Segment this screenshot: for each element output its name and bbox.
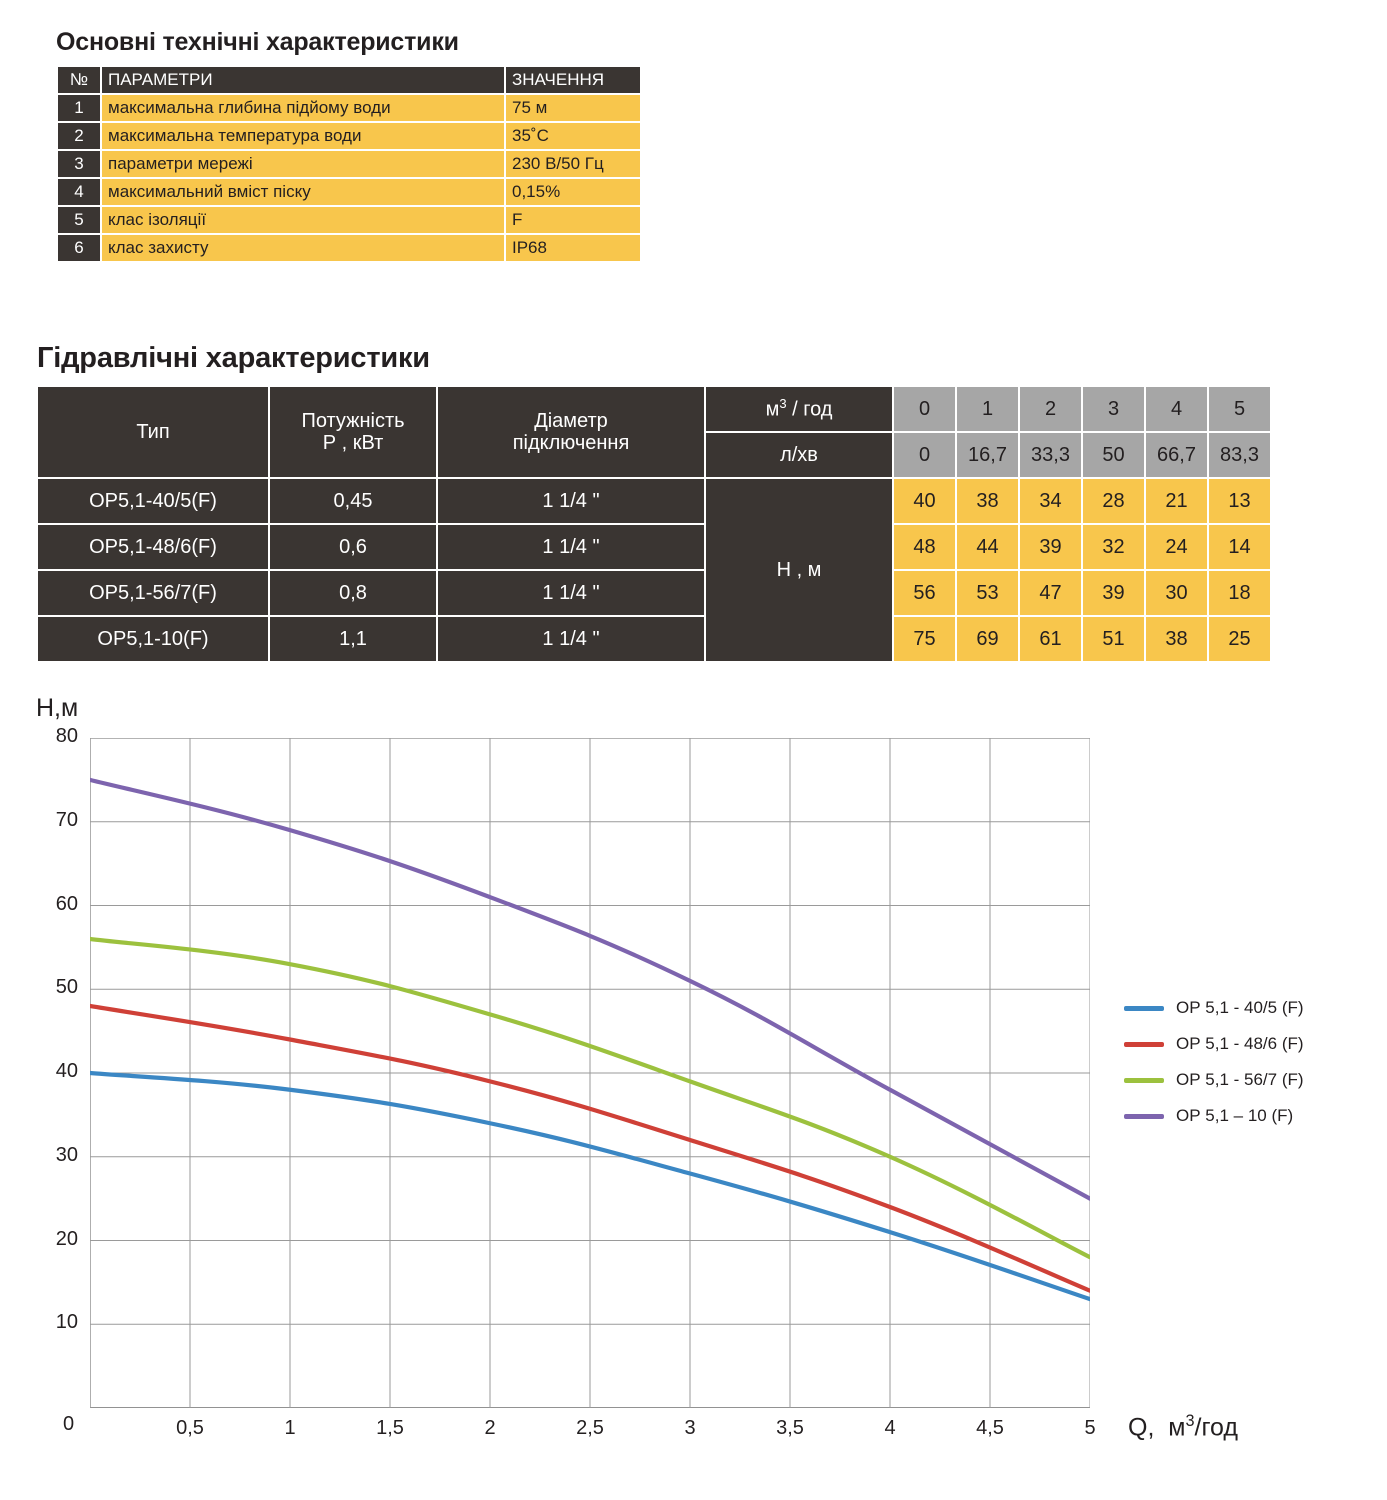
- hyd-head-value: 38: [957, 479, 1018, 523]
- hyd-row-power: 0,6: [270, 525, 436, 569]
- chart-y-tick-label: 10: [55, 1311, 78, 1334]
- specs-row-value: F: [506, 207, 640, 233]
- hyd-head-value: 28: [1083, 479, 1144, 523]
- hyd-header-unit-lmin: л/хв: [706, 433, 892, 477]
- chart-legend: [1124, 990, 1304, 1134]
- hyd-head-value: 18: [1209, 571, 1270, 615]
- table-row: [58, 123, 640, 149]
- hyd-row-power: 1,1: [270, 617, 436, 661]
- table-row: [38, 571, 1270, 615]
- table-row: [58, 179, 640, 205]
- specs-row-num: 3: [58, 151, 100, 177]
- hyd-head-value: 48: [894, 525, 955, 569]
- hyd-head-value: 32: [1083, 525, 1144, 569]
- hyd-head-unit: Н , м: [706, 479, 892, 661]
- specs-row-param: максимальна температура води: [102, 123, 504, 149]
- chart-y-tick-label: 60: [55, 892, 78, 915]
- table-header-row: [58, 67, 640, 93]
- specs-table: [56, 65, 642, 263]
- hyd-head-value: 53: [957, 571, 1018, 615]
- hyd-header-power-line1: Потужність: [301, 409, 405, 432]
- hyd-flow-m3: 3: [1083, 387, 1144, 431]
- hyd-row-type: ОР5,1-10(F): [38, 617, 268, 661]
- specs-row-param: клас ізоляції: [102, 207, 504, 233]
- hyd-head-value: 56: [894, 571, 955, 615]
- chart-y-tick-label: 20: [55, 1227, 78, 1250]
- table-row: [58, 207, 640, 233]
- specs-title: Основні технічні характеристики: [56, 28, 459, 56]
- hyd-row-power: 0,45: [270, 479, 436, 523]
- specs-row-num: 1: [58, 95, 100, 121]
- hyd-head-value: 34: [1020, 479, 1081, 523]
- chart-x-tick-label: 2: [484, 1417, 496, 1439]
- hyd-head-value: 40: [894, 479, 955, 523]
- legend-swatch-icon: [1124, 1114, 1164, 1119]
- specs-header-value: ЗНАЧЕННЯ: [506, 67, 640, 93]
- specs-row-value: 0,15%: [506, 179, 640, 205]
- specs-row-param: клас захисту: [102, 235, 504, 261]
- specs-row-param: параметри мережі: [102, 151, 504, 177]
- hyd-header-power-line2: Р , кВт: [322, 432, 384, 454]
- chart-x-tick-label: 5: [1084, 1417, 1096, 1439]
- hyd-head-value: 21: [1146, 479, 1207, 523]
- hyd-flow-lmin: 50: [1083, 433, 1144, 477]
- chart-plot-area: [90, 738, 1090, 1408]
- hyd-head-value: 13: [1209, 479, 1270, 523]
- hyd-row-type: ОР5,1-48/6(F): [38, 525, 268, 569]
- table-row: [38, 525, 1270, 569]
- hyd-flow-m3: 4: [1146, 387, 1207, 431]
- chart-x-axis-label: Q, $м^3$/год: [1128, 1412, 1238, 1442]
- specs-row-value: 230 В/50 Гц: [506, 151, 640, 177]
- legend-label: ОР 5,1 - 48/6 (F): [1176, 1034, 1304, 1053]
- legend-swatch-icon: [1124, 1078, 1164, 1083]
- hydraulic-title: Гідравлічні характеристики: [37, 342, 430, 374]
- specs-row-param: максимальний вміст піску: [102, 179, 504, 205]
- specs-header-param: ПАРАМЕТРИ: [102, 67, 504, 93]
- chart-y-tick-label: 70: [55, 808, 78, 831]
- table-row: [38, 617, 1270, 661]
- hyd-row-diameter: 1 1/4 ": [438, 525, 704, 569]
- specs-header-num: №: [58, 67, 100, 93]
- hyd-flow-m3: 2: [1020, 387, 1081, 431]
- chart-origin-label: 0: [63, 1413, 75, 1435]
- chart-y-tick-label: 50: [55, 976, 78, 999]
- legend-label: ОР 5,1 - 56/7 (F): [1176, 1070, 1304, 1089]
- hyd-head-value: 25: [1209, 617, 1270, 661]
- legend-item: [1124, 1062, 1304, 1098]
- table-row: [58, 235, 640, 261]
- hyd-flow-lmin: 16,7: [957, 433, 1018, 477]
- hyd-head-value: 24: [1146, 525, 1207, 569]
- table-row: [58, 95, 640, 121]
- hyd-head-value: 75: [894, 617, 955, 661]
- hyd-head-value: 39: [1020, 525, 1081, 569]
- hyd-row-diameter: 1 1/4 ": [438, 479, 704, 523]
- hyd-row-diameter: 1 1/4 ": [438, 617, 704, 661]
- table-header-row: [38, 387, 1270, 431]
- hyd-flow-m3: 0: [894, 387, 955, 431]
- hyd-header-diameter: [438, 387, 704, 477]
- hyd-head-value: 61: [1020, 617, 1081, 661]
- hydraulic-section: [36, 342, 1272, 663]
- chart-x-tick-label: 4: [884, 1417, 896, 1439]
- chart-x-tick-label: 4,5: [976, 1417, 1004, 1439]
- chart-y-tick-label: 40: [55, 1060, 78, 1082]
- hyd-flow-lmin: 66,7: [1146, 433, 1207, 477]
- hyd-head-value: 39: [1083, 571, 1144, 615]
- hyd-head-value: 47: [1020, 571, 1081, 615]
- hyd-row-power: 0,8: [270, 571, 436, 615]
- hyd-head-value: 51: [1083, 617, 1144, 661]
- hyd-head-value: 44: [957, 525, 1018, 569]
- chart-x-tick-label: 2,5: [576, 1417, 604, 1439]
- chart-y-tick-label: 30: [55, 1143, 78, 1166]
- chart-x-tick-label: 0,5: [176, 1417, 204, 1439]
- hyd-head-value: 69: [957, 617, 1018, 661]
- chart-y-tick-label: 80: [55, 725, 78, 747]
- specs-section: [56, 28, 642, 263]
- hyd-header-type: Тип: [38, 387, 268, 477]
- hydraulic-table: [36, 385, 1272, 663]
- legend-item: [1124, 990, 1304, 1026]
- hyd-flow-lmin: 0: [894, 433, 955, 477]
- hyd-header-diameter-line1: Діаметр: [534, 409, 608, 432]
- hyd-header-unit-m3: $м^3$ / год: [706, 387, 892, 431]
- legend-label: ОР 5,1 – 10 (F): [1176, 1106, 1294, 1125]
- hyd-row-type: ОР5,1-40/5(F): [38, 479, 268, 523]
- hyd-row-diameter: 1 1/4 ": [438, 571, 704, 615]
- chart-x-tick-label: 3: [684, 1417, 696, 1439]
- legend-label: ОР 5,1 - 40/5 (F): [1176, 998, 1304, 1017]
- legend-item: [1124, 1098, 1304, 1134]
- legend-swatch-icon: [1124, 1006, 1164, 1011]
- hyd-flow-m3: 5: [1209, 387, 1270, 431]
- specs-row-num: 2: [58, 123, 100, 149]
- chart-y-axis-label: Н,м: [36, 694, 79, 722]
- legend-item: [1124, 1026, 1304, 1062]
- hyd-head-value: 30: [1146, 571, 1207, 615]
- legend-swatch-icon: [1124, 1042, 1164, 1047]
- table-row: [38, 479, 1270, 523]
- chart-x-tick-label: 1: [284, 1417, 296, 1439]
- chart-gridlines: [90, 738, 1090, 1408]
- specs-row-value: IP68: [506, 235, 640, 261]
- specs-row-param: максимальна глибина підйому води: [102, 95, 504, 121]
- chart-x-tick-label: 3,5: [776, 1417, 804, 1439]
- hyd-flow-lmin: 33,3: [1020, 433, 1081, 477]
- table-row: [58, 151, 640, 177]
- performance-chart: [0, 672, 1387, 1492]
- chart-x-tick-label: 1,5: [376, 1417, 404, 1439]
- hyd-head-value: 38: [1146, 617, 1207, 661]
- specs-row-value: 35˚С: [506, 123, 640, 149]
- specs-row-num: 4: [58, 179, 100, 205]
- hyd-flow-m3: 1: [957, 387, 1018, 431]
- hyd-row-type: ОР5,1-56/7(F): [38, 571, 268, 615]
- specs-row-num: 6: [58, 235, 100, 261]
- hyd-flow-lmin: 83,3: [1209, 433, 1270, 477]
- specs-row-num: 5: [58, 207, 100, 233]
- hyd-head-value: 14: [1209, 525, 1270, 569]
- hyd-header-diameter-line2: підключення: [512, 432, 630, 454]
- hyd-header-power: [270, 387, 436, 477]
- specs-row-value: 75 м: [506, 95, 640, 121]
